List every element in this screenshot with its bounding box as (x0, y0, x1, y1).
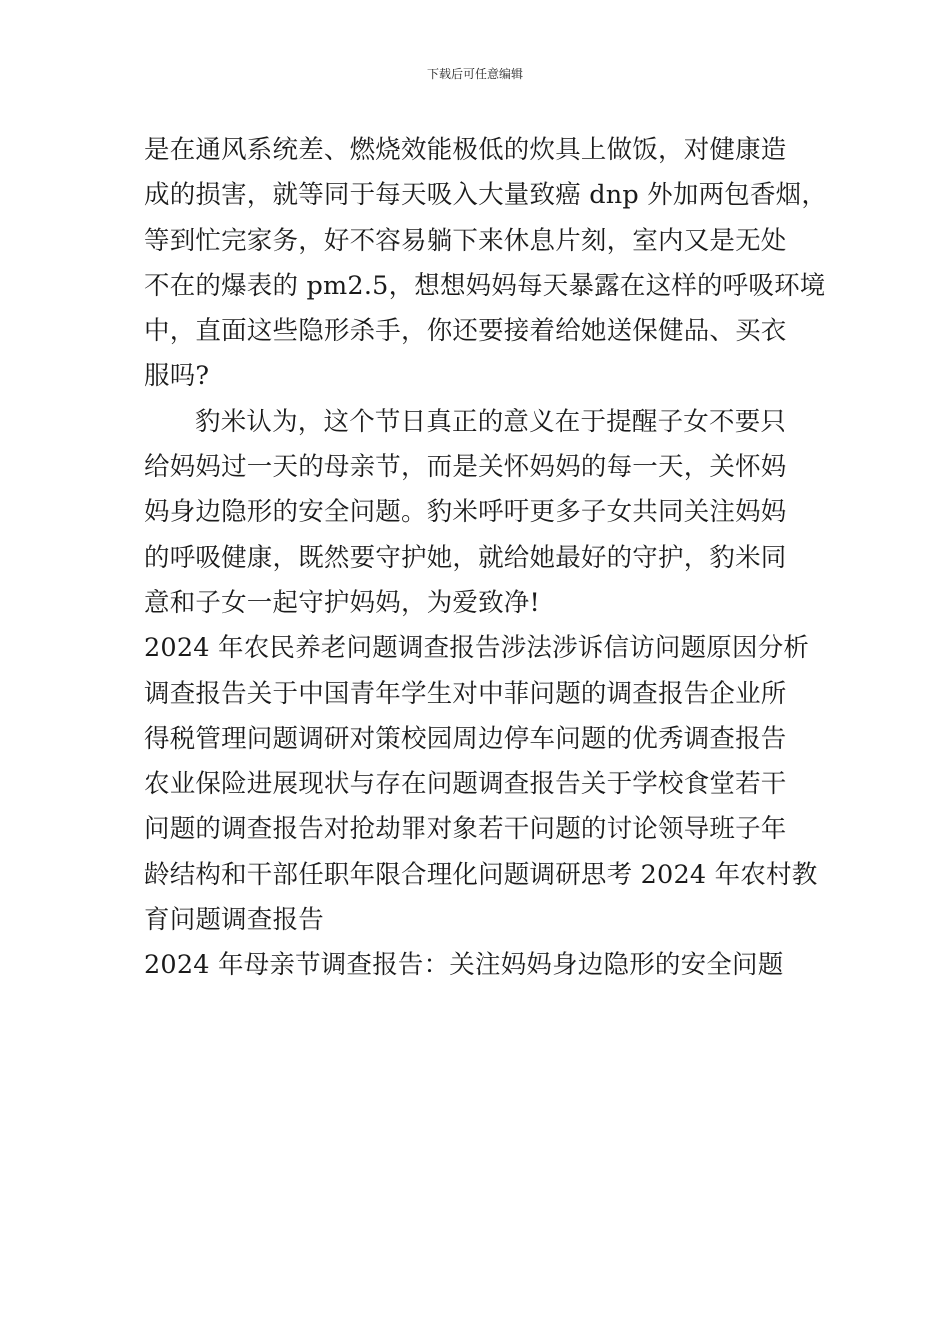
text-line: 2024 年农民养老问题调查报告涉法涉诉信访问题原因分析 (144, 633, 810, 664)
paragraph-baomi-view (144, 400, 810, 626)
text-line: 得税管理问题调研对策校园周边停车问题的优秀调查报告 (144, 723, 787, 754)
text-line: 育问题调查报告 (144, 905, 324, 936)
text-line: 中，直面这些隐形杀手，你还要接着给她送保健品、买衣 (144, 316, 787, 347)
text-line: 不在的爆表的 pm2.5，想想妈妈每天暴露在这样的呼吸环境 (144, 270, 826, 301)
text-line: 给妈妈过一天的母亲节，而是关怀妈妈的每一天，关怀妈 (144, 452, 787, 483)
paragraph-document-title (144, 943, 810, 988)
text-line: 服吗? (144, 361, 210, 392)
text-line: 2024 年母亲节调查报告：关注妈妈身边隐形的安全问题 (144, 950, 784, 981)
text-line: 龄结构和干部任职年限合理化问题调研思考 2024 年农村教 (144, 859, 818, 890)
text-line: 妈身边隐形的安全问题。豹米呼吁更多子女共同关注妈妈 (144, 497, 787, 528)
text-line: 是在通风系统差、燃烧效能极低的炊具上做饭，对健康造 (144, 135, 787, 165)
paragraph-health-hazard (144, 128, 828, 400)
text-line: 农业保险进展现状与存在问题调查报告关于学校食堂若干 (144, 769, 787, 800)
document-body (144, 128, 828, 989)
text-line: 等到忙完家务，好不容易躺下来休息片刻，室内又是无处 (144, 225, 787, 256)
text-line: 成的损害，就等同于每天吸入大量致癌 dnp 外加两包香烟， (144, 180, 828, 211)
text-line: 调查报告关于中国青年学生对中菲问题的调查报告企业所 (144, 678, 787, 709)
page-header-note: 下载后可任意编辑 (426, 67, 523, 81)
paragraph-related-reports (144, 626, 818, 943)
text-line: 问题的调查报告对抢劫罪对象若干问题的讨论领导班子年 (144, 814, 787, 845)
text-line: 豹米认为，这个节日真正的意义在于提醒子女不要只 (195, 406, 787, 437)
text-line: 的呼吸健康，既然要守护她，就给她最好的守护，豹米同 (144, 542, 787, 573)
text-line: 意和子女一起守护妈妈，为爱致净! (144, 587, 540, 618)
